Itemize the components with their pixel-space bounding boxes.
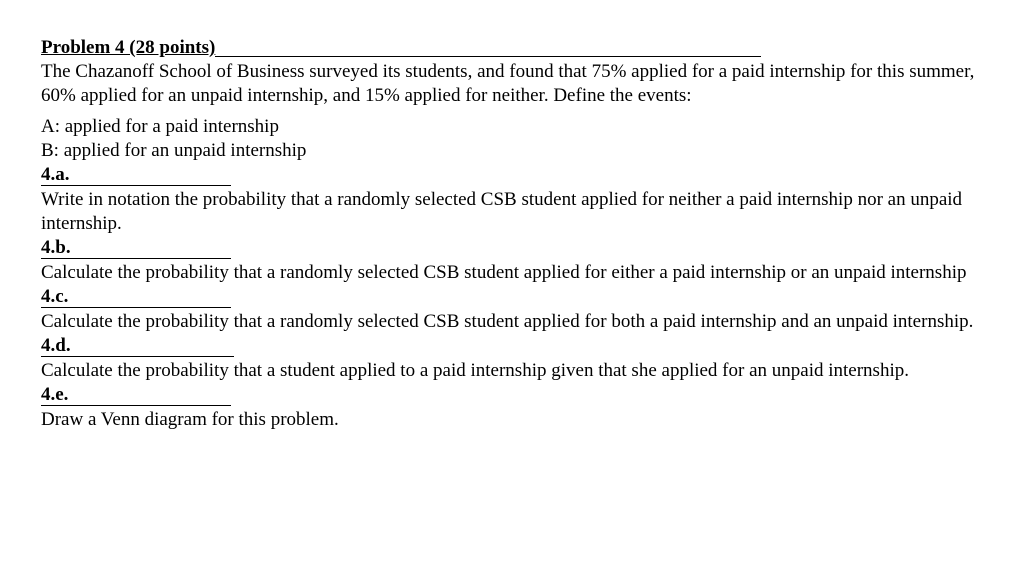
part-e-label: 4.e.	[41, 385, 231, 406]
part-c-label: 4.c.	[41, 287, 231, 308]
part-d	[41, 334, 1001, 383]
event-a: A: applied for a paid internship	[41, 116, 279, 137]
event-definitions	[41, 115, 1001, 163]
part-a-label: 4.a.	[41, 165, 231, 186]
part-d-text: Calculate the probability that a student applied to a paid internship given that she applied for an unpaid internship.	[41, 360, 909, 381]
part-b	[41, 236, 1001, 285]
part-c-text: Calculate the probability that a randomly selected CSB student applied for both a paid internship and an unpaid internship.	[41, 311, 974, 332]
part-c	[41, 285, 1001, 334]
part-a-text: Write in notation the probability that a randomly selected CSB student applied for neither a paid internship nor an unpaid internship.	[41, 189, 963, 234]
part-e-text: Draw a Venn diagram for this problem.	[41, 409, 339, 430]
problem-heading: Problem 4 (28 points)	[41, 37, 216, 58]
problem-document	[41, 36, 1001, 432]
part-e	[41, 383, 1001, 432]
part-d-label: 4.d.	[41, 336, 234, 357]
part-b-label: 4.b.	[41, 238, 231, 259]
problem-heading-line	[41, 36, 1001, 60]
event-b: B: applied for an unpaid internship	[41, 140, 307, 161]
heading-underline-rule	[215, 56, 761, 57]
part-b-text: Calculate the probability that a randomly selected CSB student applied for either a paid internship or an unpaid internship	[41, 262, 967, 283]
part-a	[41, 163, 1001, 236]
problem-intro: The Chazanoff School of Business surveyed its students, and found that 75% applied for a paid internship for this summer, 60% applied for an unpaid internship, and 15% applied for neither. Define the events:	[41, 61, 975, 106]
